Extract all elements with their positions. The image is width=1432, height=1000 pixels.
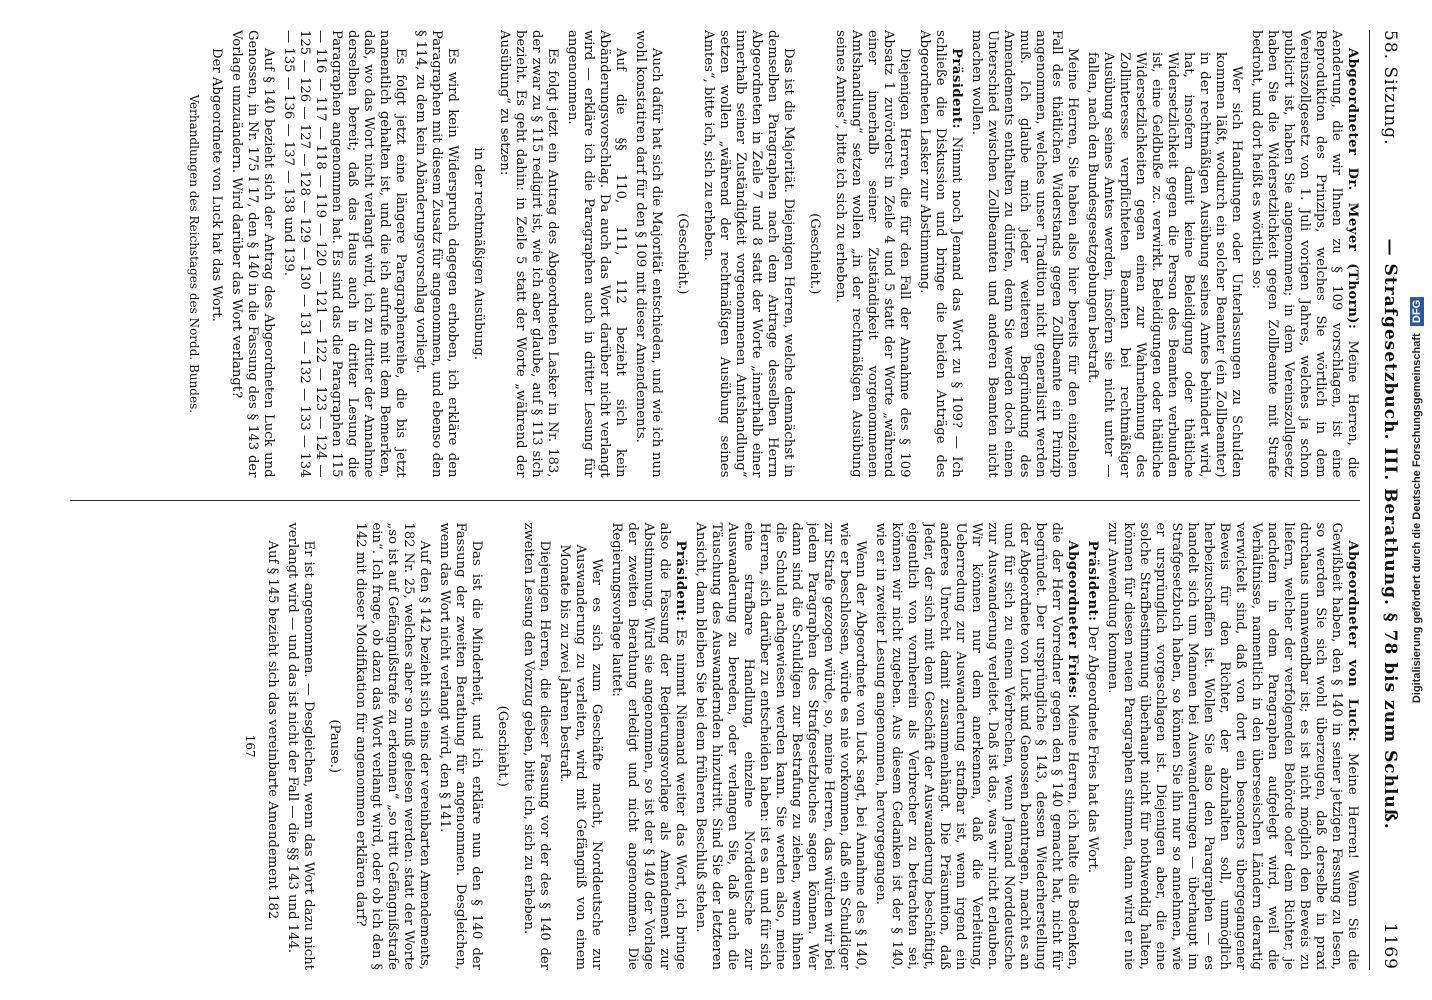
stage-direction: (Geschieht.) bbox=[495, 705, 510, 787]
speaker-name: Präsident: bbox=[673, 540, 688, 622]
quoted-amendment: in der rechtmäßigen Ausübung. bbox=[471, 147, 486, 361]
page-header bbox=[1369, 30, 1410, 970]
paragraph: Auf § 140 bezieht sich der Antrag des Abgeordneten Luck und Genossen, in Nr. 175 I 17, den § 140 in die Fassung des § 143 der Vorlage umzuändern. Wird darüber das Wort verlangt? bbox=[229, 30, 276, 478]
speaker-name: Präsident: bbox=[1085, 540, 1100, 622]
speaker-name: Präsident: bbox=[949, 48, 964, 130]
stage-direction: (Pause.) bbox=[327, 719, 342, 774]
quoted-law: Wer sich Handlungen oder Unterlassungen zu Schulden kommen läßt, wodurch ein solcher Beamter (ein Zollbeamter) in der rechtmäßigen Ausübung seines Amtes behindert wird, hat, insofern damit keine Beleidigung oder thätliche Widersetzlichkeit gegen die Person des Beamten verbunden ist, eine Geldbuße zc. verwirkt. Beleidigungen oder thätliche Widersetzlichkeiten gegen einen zur Wahrnehmung des Zollinteresse verpflichteten Beamten bei rechtmäßiger Ausübung seines Amtes werden, insofern sie nicht unter — fallen, nach den Bundesgesetzgebungen bestraft. bbox=[1085, 52, 1244, 478]
paragraph: Auch dafür hat sich die Majorität entschieden, und wie ich nun wohl konstatiren darf für den § 109 mit dieser Amendements. bbox=[633, 30, 664, 478]
paragraph: Das ist die Minderheit, und ich erkläre nun den § 140 der Fassung der zweiten Berathung für angenommen. Desgleichen, wenn das Wort nicht verlangt wird, den § 141. bbox=[437, 522, 484, 970]
paragraph: Abgeordneter von Luck: Meine Herren! Wenn Sie die Gewißheit haben, den § 140 in seiner jetzigen Fassung zu lesen, so werden Sie sich wohl überzeugen, daß derselbe in praxi durchaus unanwendbar ist; es ist nicht möglich den Beweis zu liefern, welcher der verfolgenden Behörde oder dem Richter, je nachdem in dem Paragraphen aufgelegt wird, weil die Verhältnisse, namentlich in den überseeischen Ländern derartig verwickelt sind, daß von dort ein besonders übergegangener Beweis für den Richter, der abzuhalten soll, unmöglich herbeizuschaffen ist. Wollen Sie also den Paragraphen — es handelt sich um Mannen bei Auswanderungen — überhaupt im Strafgesetzbuch haben, so können Sie ihn nur so annehmen, wie er ursprünglich vorgeschlagen ist. Diejenigen aber, die eine solche Strafbestimmung überhaupt nicht für nothwendig halten, können für diesen neuen Paragraphen stimmen, dann wird er nie zur Anwendung kommen. bbox=[1105, 522, 1360, 970]
paragraph: Auf die §§ 110, 111, 112 bezieht sich kein Abänderungsvorschlag. Da auch das Wort darüber nicht verlangt wird — erkläre ich die Paragraphen auch in dritter Lesung für angenommen. bbox=[565, 30, 628, 478]
dfg-logo: DFG bbox=[1410, 297, 1424, 326]
stage-direction: (Geschieht.) bbox=[675, 213, 690, 295]
paragraph: Er ist angenommen. — Desgleichen, wenn das Wort dazu nicht verlangt wird — und das ist nicht der Fall — die §§ 143 und 144. bbox=[285, 522, 316, 970]
paragraph: Der Abgeordnete von Luck hat das Wort. bbox=[209, 48, 224, 322]
header-title: — Strafgesetzbuch. III. Berathung. § 78 bis zum Schluß. bbox=[1380, 238, 1400, 830]
digitization-note bbox=[1408, 20, 1426, 980]
paragraph: Diejenigen Herren, die dieser Fassung vor der des § 140 der zweiten Lesung den Vorzug geben, bitte ich, sich zu erheben. bbox=[521, 522, 552, 970]
paragraph: Wenn der Abgeordnete von Luck sagt, bei Annahme des § 140, wie er beschlossen, würde es nie vorkommen, daß ein Schuldiger zur Strafe gezogen würde, so, meine Herren, das würden wir bei jedem Paragraphen des Strafgesetzbuches sagen können. Wer dann sind die Schuldigen zur Bestrafung zu ziehen, wenn ihnen die Schuld nachgewiesen werden kann. Sie werden also, meine Herren, sich darüber zu entscheiden haben: ist es an und für sich eine strafbare Handlung, einzelne Norddeutsche zur Auswanderung zu bereden, oder verlangen Sie, daß auch die Täuschung des Auswandernden hinzutritt. Sind Sie der letzteren Ansicht, dann bleiben Sie bei dem früheren Beschluß stehen. bbox=[693, 522, 868, 970]
text-columns bbox=[70, 30, 1360, 970]
signature-line: Verhandlungen des Reichstages des Nordd. Bundes. bbox=[187, 94, 201, 414]
speaker-name: Abgeordneter von Luck: bbox=[1345, 540, 1360, 743]
quoted-law: Wer es sich zum Geschäfte macht, Norddeutsche zur Auswanderung zu verleiten, wird mit Gefängniß von einem Monate bis zu zwei Jahren bestraft. bbox=[557, 544, 604, 970]
stage-direction: (Geschieht.) bbox=[807, 213, 822, 295]
paragraph: Das ist die Majorität. Diejenigen Herren, welche demnächst in demselben Paragraphen nach dem Antrage desselben Herrn Abgeordneten in Zeile 7 und 8 statt der Worte „innerhalb einer innerhalb seiner Zuständigkeit vorgenommenen Amtshandlung“ setzen wollen „während der rechtmäßigen Ausübung seines Amtes“, bitte ich, sich zu erheben. bbox=[701, 30, 796, 478]
digitization-text: Digitalisierung gefördert durch die Deutsche Forschungsgemeinschaft bbox=[1411, 333, 1423, 704]
rotated-page-content bbox=[50, 30, 1410, 970]
paragraph: Meine Herren, Sie haben also hier bereits für den einzelnen Fall des thätlichen Widerstands gegen Zollbeamte ein Prinzip angenommen, welches unser Tradition nicht generalisirt werden muß. Ich glaube mich jeder weiteren Begründung des Amendements enthalten zu dürfen, denn Sie werden doch einen Unterschied zwischen Zollbeamten und anderen Beamten nicht machen wollen. bbox=[969, 30, 1080, 478]
paragraph: Abgeordneter Fries: Meine Herren, ich halte die Bedenken, die der Herr Vorredner gegen den § 140 gemacht hat, nicht für begründet. Der ursprüngliche § 143, dessen Wiederherstellung der Abgeordnete von Luck und Genossen beantragen, macht es an und für sich zu einem Verbrechen, wenn Jemand Norddeutsche zur Auswanderung verleitet. Daß ist das, was wir nicht erlauben. Wir können nur dem anerkennen, daß die Verleitung, Ueberredung zur Auswanderung strafbar ist, wenn irgend ein anderes Unrecht damit zusammenhängt. Die Präsumtion, daß Jeder, der sich mit dem Geschäft der Auswanderung beschäftigt, eigentlich von vornherein als Verbrecher zu betrachten sei, können wir nicht zugeben. Aus diesem Gedanken ist der § 140, wie er in zweiter Lesung angenommen, hervorgegangen. bbox=[873, 522, 1080, 970]
paragraph: Auf § 145 bezieht sich das vereinbarte Amendement 182 bbox=[265, 540, 280, 920]
header-session: 58. Sitzung. bbox=[1380, 30, 1400, 146]
speaker-name: Abgeordneter Dr. Meyer (Thorn): bbox=[1345, 48, 1360, 330]
paragraph: Es wird kein Widerspruch dagegen erhoben, ich erkläre den Paragraphen mit diesem Zusatz für angenommen, und ebenso den § 114, zu dem kein Abänderungsvorschlag vorliegt. bbox=[413, 30, 460, 478]
speaker-name: Abgeordneter Fries: bbox=[1065, 540, 1080, 699]
paragraph: Auf den § 142 bezieht sich eins der vereinbarten Amendements, 182 Nr. 25, welches aber so muß gelesen werden: statt der Worte „so ist auf Gefängnißstrafe zu erkennen“ „so tritt Gefängnißstrafe ein“. Ich frage, ob dazu das Wort verlangt wird, oder ob ich den § 142 mit dieser Modifikation für angenommen erklären darf? bbox=[353, 522, 432, 970]
paragraph: Präsident: Nimmt noch Jemand das Wort zu § 109? — Ich schließe die Diskussion und bringe die beiden Anträge des Abgeordneten Lasker zur Abstimmung. bbox=[917, 30, 964, 478]
paragraph: Diejenigen Herren, die für den Fall der Annahme des § 109 Absatz 1 zuvörderst in Zeile 4 und 5 statt der Worte „während einer innerhalb seiner Zuständigkeit vorgenommenen Amtshandlung“ setzen wollen „in der rechtmäßigen Ausübung seines Amtes“, bitte ich sich zu erheben. bbox=[833, 30, 912, 478]
paragraph: Präsident: Der Abgeordnete Fries hat das Wort. bbox=[1085, 540, 1100, 874]
signature-number: 167 bbox=[243, 734, 257, 758]
right-column bbox=[70, 522, 1360, 970]
paragraph: Präsident: Es nimmt Niemand weiter das Wort, ich bringe also die Fassung der Regierungsvorlage als Amendement zur Abstimmung. Wird sie angenommen, so ist der § 140 der Vorlage der zweiten Berathung erledigt und nicht angenommen. Die Regierungsvorlage lautet: bbox=[609, 522, 688, 970]
header-page-number: 1169 bbox=[1380, 922, 1400, 970]
left-column bbox=[70, 30, 1360, 478]
paragraph: Abgeordneter Dr. Meyer (Thorn): Meine Herren, die Aenderung, die wir Ihnen zu § 109 vorschlagen, ist eine Reproduktion des Prinzips, welches Sie wörtlich in dem Vereinszollgesetz von 1. Juli vorigen Jahres, welches ja schon publicirt ist, haben Sie angenommen; in dem Vereinszollgesetz haben Sie die Widersetzlichkeit gegen Zollbeamte mit Strafe bedroht, und dort heißt es wörtlich so: bbox=[1249, 30, 1360, 478]
column-divider bbox=[70, 500, 1360, 501]
paragraph: Es folgt jetzt ein Antrag des Abgeordneten Lasker in Nr. 183, der zwar zu § 115 redigirt ist, wie ich aber glaube, auf § 113 sich bezieht. Es geht dahin: in Zeile 5 statt der Worte „während der Ausübung“ zu setzen: bbox=[497, 30, 560, 478]
paragraph: Es folgt jetzt eine längere Paragraphenreihe, die bis jetzt namentlich gehalten ist, und die ich aufrufe mit dem Bemerken, daß, wo das Wort nicht verlangt wird, ich zu dritter der Annahme derselben bereit; daß das Haus auch in dritter Lesung die Paragraphen angenommen hat. Es sind das die Paragraphen 115 — 116 — 117 — 118 — 119 — 120 — 121 — 122 — 123 — 124 — 125 — 126 — 127 — 128 — 129 — 130 — 131 — 132 — 133 — 134 — 135 — 136 — 137 — 138 und 139. bbox=[281, 30, 408, 478]
